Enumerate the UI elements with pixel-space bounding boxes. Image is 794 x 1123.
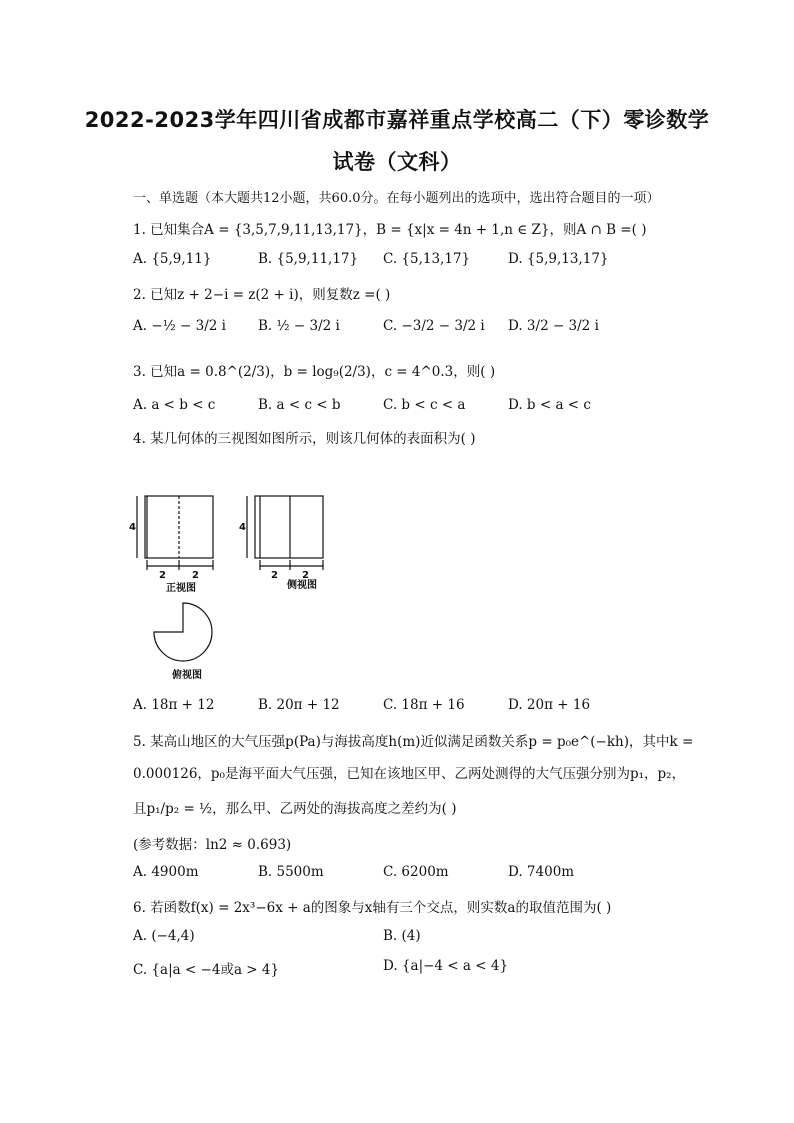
q1-option-d: D. {5,9,13,17} bbox=[508, 251, 609, 267]
front-dim-w1-label: 2 bbox=[159, 570, 166, 581]
q1-option-b: B. {5,9,11,17} bbox=[258, 251, 359, 267]
side-view-caption: 侧视图 bbox=[287, 580, 317, 591]
top-view-shape bbox=[154, 603, 212, 661]
q6-option-c: C. {a|a < −4或a > 4} bbox=[133, 962, 280, 978]
q3-option-a: A. a < b < c bbox=[133, 397, 216, 413]
q3-option-b: B. a < c < b bbox=[258, 397, 341, 413]
question-5-stem-line1: 5. 某高山地区的大气压强p(Pa)与海拔高度h(m)近似满足函数关系p = p₀e^(−kh)，其中k = bbox=[133, 734, 694, 750]
top-view-caption: 俯视图 bbox=[172, 670, 202, 681]
page-title-line2: 试卷（文科） bbox=[332, 150, 462, 174]
q5-option-d: D. 7400m bbox=[508, 864, 575, 880]
question-2-stem: 2. 已知z + 2−i = z(2 + i)，则复数z =( ) bbox=[133, 287, 391, 303]
q4-option-a: A. 18π + 12 bbox=[133, 697, 215, 713]
side-dim-w2-label: 2 bbox=[302, 570, 309, 581]
q4-option-c: C. 18π + 16 bbox=[383, 697, 465, 713]
page-title-line1: 2022-2023学年四川省成都市嘉祥重点学校高二（下）零诊数学 bbox=[84, 108, 710, 132]
q2-option-d: D. 3/2 − 3/2 i bbox=[508, 318, 599, 334]
front-view-caption: 正视图 bbox=[166, 583, 196, 594]
q3-option-d: D. b < a < c bbox=[508, 397, 591, 413]
q1-option-a: A. {5,9,11} bbox=[133, 251, 212, 267]
q6-option-b: B. (4) bbox=[383, 928, 421, 944]
front-dim-height-label: 4 bbox=[129, 522, 136, 533]
side-dim-height-label: 4 bbox=[239, 522, 246, 533]
q5-option-b: B. 5500m bbox=[258, 864, 324, 880]
question-5-stem-line3: 且p₁/p₂ = ½，那么甲、乙两处的海拔高度之差约为( ) bbox=[133, 801, 457, 817]
question-6-stem: 6. 若函数f(x) = 2x³−6x + a的图象与x轴有三个交点，则实数a的取值范围为( ) bbox=[133, 900, 612, 916]
q1-option-c: C. {5,13,17} bbox=[383, 251, 471, 267]
q4-option-b: B. 20π + 12 bbox=[258, 697, 340, 713]
question-5-note: (参考数据：ln2 ≈ 0.693) bbox=[133, 837, 292, 853]
q5-option-c: C. 6200m bbox=[383, 864, 449, 880]
front-dim-w2-label: 2 bbox=[192, 570, 199, 581]
q2-option-a: A. −½ − 3/2 i bbox=[133, 318, 226, 334]
q4-option-d: D. 20π + 16 bbox=[508, 697, 591, 713]
question-4-stem: 4. 某几何体的三视图如图所示，则该几何体的表面积为( ) bbox=[133, 431, 476, 447]
question-3-stem: 3. 已知a = 0.8^(2/3)，b = log₉(2/3)，c = 4^0.3，则( ) bbox=[133, 364, 496, 380]
q2-option-c: C. −3/2 − 3/2 i bbox=[383, 318, 485, 334]
section-heading: 一、单选题（本大题共12小题，共60.0分。在每小题列出的选项中，选出符合题目的一项） bbox=[133, 191, 660, 206]
q2-option-b: B. ½ − 3/2 i bbox=[258, 318, 340, 334]
q6-option-a: A. (−4,4) bbox=[133, 928, 195, 944]
three-view-figure bbox=[128, 492, 333, 687]
question-1-stem: 1. 已知集合A = {3,5,7,9,11,13,17}，B = {x|x = 4n + 1,n ∈ Z}，则A ∩ B =( ) bbox=[133, 222, 647, 238]
q6-option-d: D. {a|−4 < a < 4} bbox=[383, 958, 509, 974]
side-dim-w1-label: 2 bbox=[271, 570, 278, 581]
q5-option-a: A. 4900m bbox=[133, 864, 199, 880]
three-view-drawing bbox=[128, 492, 333, 687]
side-view-rect bbox=[255, 496, 323, 558]
question-5-stem-line2: 0.000126，p₀是海平面大气压强，已知在该地区甲、乙两处测得的大气压强分别为p₁，p₂， bbox=[133, 766, 686, 782]
q3-option-c: C. b < c < a bbox=[383, 397, 466, 413]
